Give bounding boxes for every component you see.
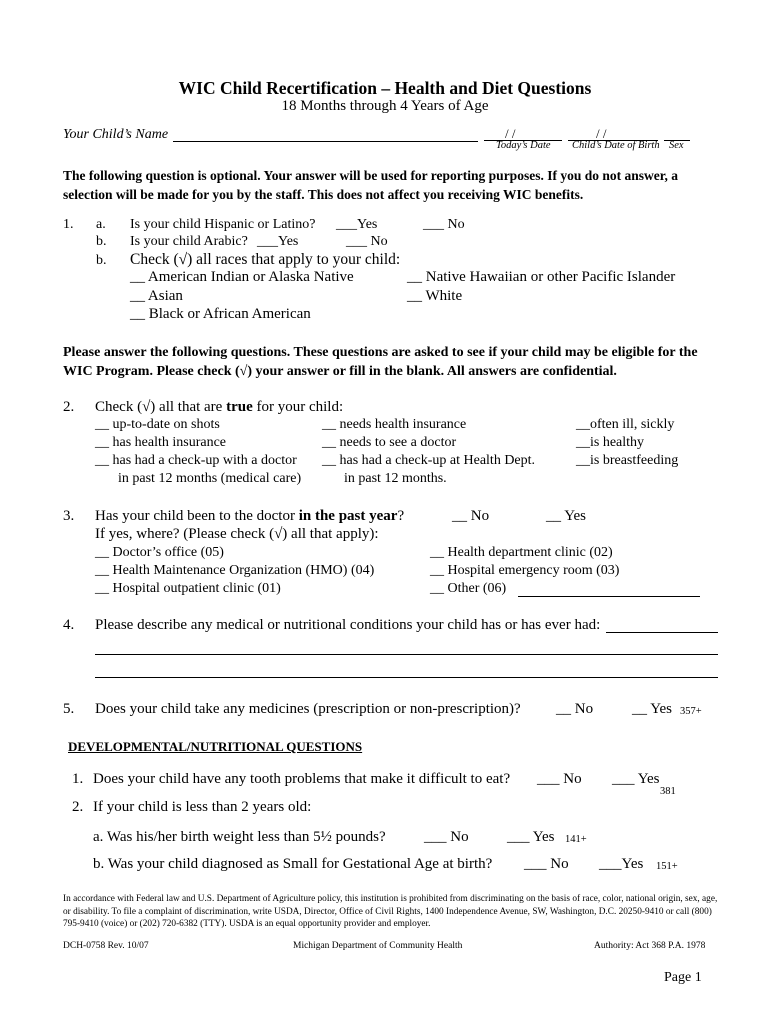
todays-date-label: Today’s Date <box>496 140 551 151</box>
q4-number: 4. <box>63 617 75 633</box>
q5-no-option[interactable]: __ No <box>556 701 594 717</box>
race-pacific-islander-option[interactable]: __ Native Hawaiian or other Pacific Islander <box>407 269 676 285</box>
dev-q2b-no-option[interactable]: ___ No <box>524 856 569 872</box>
dev-q1-code: 381 <box>660 786 676 797</box>
dev-q2b-text: b. Was your child diagnosed as Small for Gestational Age at birth? <box>93 856 493 872</box>
q2-up-to-date-option[interactable]: __ up-to-date on shots <box>95 417 220 432</box>
q4-answer-field-2[interactable] <box>95 654 718 655</box>
q1a-no-option[interactable]: ___ No <box>423 217 465 232</box>
q1a-letter: a. <box>96 217 106 232</box>
dev-q1-number: 1. <box>72 771 84 787</box>
developmental-heading: DEVELOPMENTAL/NUTRITIONAL QUESTIONS <box>68 739 363 754</box>
q2-has-insurance-option[interactable]: __ has health insurance <box>95 435 227 450</box>
legal-notice: In accordance with Federal law and U.S. Department of Agriculture policy, this institution is prohibited from discriminating on the basis of race, color, national origin, sex, age, or disability. To file a complaint of discrimination, write USDA, Director, Office of Civil Rights, 1400 Independence Avenue, SW, Washington, D.C. 20250-9410 or call (800) 795-9410 (voice) or (202) 720-6382 (TTY). USDA is an equal opportunity provider and employer. <box>63 894 718 929</box>
dev-q2a-no-option[interactable]: ___ No <box>424 829 469 845</box>
q3-hmo-option[interactable]: __ Health Maintenance Organization (HMO) (04) <box>95 563 375 578</box>
form-id: DCH-0758 Rev. 10/07 <box>63 941 149 951</box>
race-american-indian-option[interactable]: __ American Indian or Alaska Native <box>130 269 354 285</box>
q1c-letter: b. <box>96 253 107 268</box>
q5-yes-option[interactable]: __ Yes <box>632 701 673 717</box>
dev-q1-text: Does your child have any tooth problems that make it difficult to eat? <box>93 771 511 787</box>
q3-other-option[interactable]: __ Other (06) <box>430 581 507 596</box>
q1c-text: Check (√) all races that apply to your child: <box>130 251 401 268</box>
q3-emergency-room-option[interactable]: __ Hospital emergency room (03) <box>430 563 620 578</box>
q2-number: 2. <box>63 399 75 415</box>
optional-note: The following question is optional. Your answer will be used for reporting purposes. If you do not answer, a selection will be made for you by the staff. This does not affect you receiving WIC benefits. <box>63 168 678 202</box>
q3-no-option[interactable]: __ No <box>452 508 490 524</box>
dev-q2a-text: a. Was his/her birth weight less than 5½ pounds? <box>93 829 386 845</box>
race-white-option[interactable]: __ White <box>407 288 463 304</box>
q1b-yes-option[interactable]: ___Yes <box>257 234 299 249</box>
q2-needs-insurance-option[interactable]: __ needs health insurance <box>322 417 467 432</box>
q2-checkup-doctor-option[interactable]: __ has had a check-up with a doctor <box>95 453 297 468</box>
q2-breastfeeding-option[interactable]: __is breastfeeding <box>576 453 679 468</box>
q3-health-dept-clinic-option[interactable]: __ Health department clinic (02) <box>430 545 613 560</box>
dev-q1-yes-option[interactable]: ___ Yes <box>612 771 660 787</box>
q3-subtext: If yes, where? (Please check (√) all that apply): <box>95 526 379 542</box>
dev-q1-no-option[interactable]: ___ No <box>537 771 582 787</box>
todays-date-slashes: / / <box>505 126 516 141</box>
q3-outpatient-option[interactable]: __ Hospital outpatient clinic (01) <box>95 581 281 596</box>
q3-other-field[interactable] <box>518 596 700 597</box>
q2-checkup-health-dept-note: in past 12 months. <box>344 471 447 486</box>
q4-answer-field-3[interactable] <box>95 677 718 678</box>
q1-number: 1. <box>63 217 74 232</box>
q1b-letter: b. <box>96 234 107 249</box>
eligibility-note: Please answer the following questions. These questions are asked to see if your child may be eligible for the WIC Program. Please check (√) your answer or fill in the blank. All answers are confidential. <box>63 345 698 379</box>
q2-checkup-doctor-note: in past 12 months (medical care) <box>118 471 302 486</box>
authority-note: Authority: Act 368 P.A. 1978 <box>594 941 706 951</box>
child-name-label: Your Child’s Name <box>63 127 169 142</box>
page-number: Page 1 <box>664 970 702 985</box>
q5-code: 357+ <box>680 706 702 717</box>
race-asian-option[interactable]: __ Asian <box>130 288 183 304</box>
q3-yes-option[interactable]: __ Yes <box>546 508 587 524</box>
q3-number: 3. <box>63 508 75 524</box>
form-subtitle: 18 Months through 4 Years of Age <box>281 98 489 114</box>
q2-text: Check (√) all that are true for your child: <box>95 399 344 415</box>
q3-text: Has your child been to the doctor in the past year? <box>95 508 405 524</box>
q2-often-ill-option[interactable]: __often ill, sickly <box>576 417 675 432</box>
child-dob-label: Child’s Date of Birth <box>572 140 660 151</box>
child-name-field[interactable] <box>173 141 478 142</box>
dev-q2a-code: 141+ <box>565 834 587 845</box>
q1a-yes-option[interactable]: ___Yes <box>336 217 378 232</box>
q5-text: Does your child take any medicines (prescription or non-prescription)? <box>95 701 521 717</box>
q5-number: 5. <box>63 701 75 717</box>
q3-doctors-office-option[interactable]: __ Doctor’s office (05) <box>95 545 224 560</box>
dev-q2b-code: 151+ <box>656 861 678 872</box>
dev-q2b-yes-option[interactable]: ___Yes <box>599 856 644 872</box>
form-title: WIC Child Recertification – Health and Diet Questions <box>178 78 592 98</box>
q2-healthy-option[interactable]: __is healthy <box>576 435 645 450</box>
dev-q2-text: If your child is less than 2 years old: <box>93 799 312 815</box>
q2-needs-doctor-option[interactable]: __ needs to see a doctor <box>322 435 457 450</box>
child-dob-slashes: / / <box>596 126 607 141</box>
department-name: Michigan Department of Community Health <box>293 941 463 951</box>
dev-q2-number: 2. <box>72 799 84 815</box>
dev-q2a-yes-option[interactable]: ___ Yes <box>507 829 555 845</box>
q4-answer-field-1[interactable] <box>606 632 718 633</box>
q4-text: Please describe any medical or nutritional conditions your child has or has ever had: <box>95 617 601 633</box>
race-black-option[interactable]: __ Black or African American <box>130 306 311 322</box>
q1a-text: Is your child Hispanic or Latino? <box>130 217 316 232</box>
sex-label: Sex <box>669 140 684 151</box>
q2-checkup-health-dept-option[interactable]: __ has had a check-up at Health Dept. <box>322 453 536 468</box>
q1b-no-option[interactable]: ___ No <box>346 234 388 249</box>
q1b-text: Is your child Arabic? <box>130 234 248 249</box>
